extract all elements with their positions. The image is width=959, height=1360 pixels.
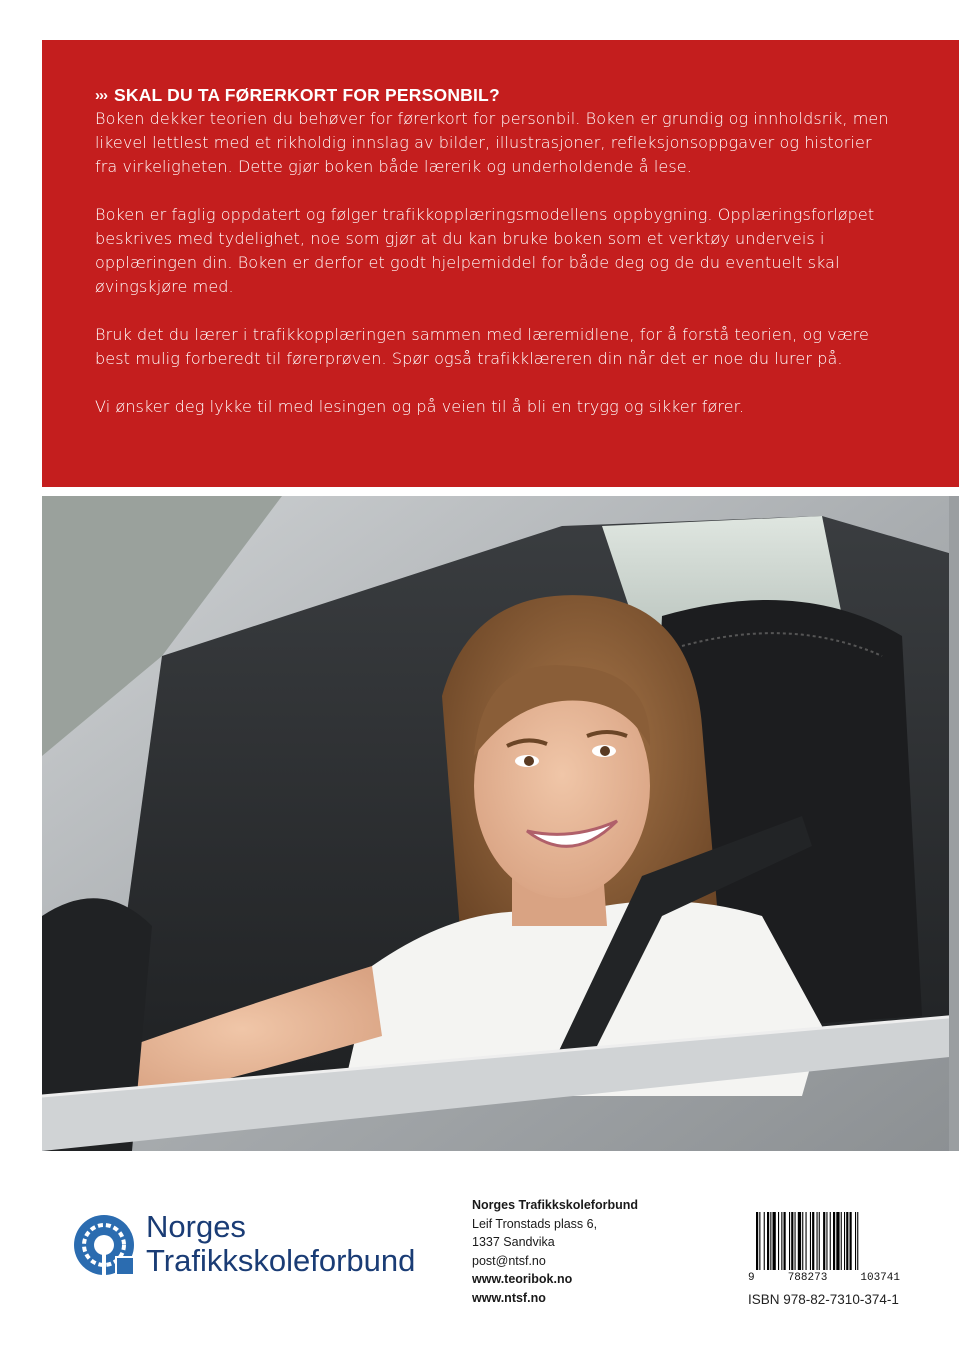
barcode-bar	[810, 1212, 811, 1270]
intro-heading-text: SKAL DU TA FØRERKORT FOR PERSONBIL?	[114, 85, 500, 105]
barcode-bar	[823, 1212, 825, 1270]
logo-text-trafikkskoleforbund: Trafikkskoleforbund	[146, 1243, 416, 1278]
intro-paragraph-2: Boken er faglig oppdatert og følger trafikkopplæringsmodellens oppbygning. Opplæringsforløpet beskrives med tydelighet, noe som gjør at du kan bruke boken som et verktøy underveis i opplæringen din. Boken er derfor et godt hjelpemiddel for både deg og de du eventuelt skal øvingskjøre med.	[95, 205, 875, 296]
barcode-bar	[764, 1212, 765, 1270]
intro-panel	[42, 40, 959, 487]
publisher-website-ntsf[interactable]: www.ntsf.no	[472, 1290, 546, 1305]
chevrons-icon: ›››	[95, 87, 107, 104]
barcode-bar	[798, 1212, 801, 1270]
ntsf-logo-icon	[72, 1213, 136, 1277]
intro-heading	[95, 84, 899, 107]
publisher-city: 1337 Sandvika	[472, 1235, 555, 1249]
barcode-bar	[767, 1212, 769, 1270]
barcode-bar	[795, 1212, 796, 1270]
barcode-bar	[802, 1212, 803, 1270]
publisher-logo	[72, 1210, 432, 1282]
logo-text-norges: Norges	[146, 1209, 246, 1244]
barcode-bar	[759, 1212, 760, 1270]
intro-paragraph-3: Bruk det du lærer i trafikkopplæringen sammen med læremidlene, for å forstå teorien, og være best mulig forberedt til førerprøven. Spør også trafikklæreren din når det er noe du lurer på.	[95, 325, 869, 368]
barcode-bar	[817, 1212, 818, 1270]
barcode-bar	[778, 1212, 779, 1270]
barcode-bar	[833, 1212, 835, 1270]
barcode-bar	[756, 1212, 758, 1270]
barcode-bar	[830, 1212, 831, 1270]
barcode-bar	[836, 1212, 839, 1270]
barcode-bar	[857, 1212, 858, 1270]
publisher-street: Leif Tronstads plass 6,	[472, 1216, 598, 1231]
barcode-bar	[789, 1212, 790, 1270]
barcode-bar	[770, 1212, 771, 1270]
barcode-bar	[841, 1212, 842, 1270]
barcode-bar	[846, 1212, 848, 1270]
barcode-bar	[855, 1212, 856, 1270]
barcode-bar	[850, 1212, 852, 1270]
cover-photo	[42, 496, 959, 1151]
publisher-email[interactable]: post@ntsf.no	[472, 1253, 546, 1268]
barcode-bar	[806, 1212, 807, 1270]
publisher-name: Norges Trafikkskoleforbund	[472, 1198, 639, 1212]
publisher-website-teoribok[interactable]: www.teoribok.no	[472, 1272, 573, 1286]
barcode-bar	[812, 1212, 814, 1270]
barcode-bar	[819, 1212, 820, 1270]
intro-paragraph-1: Boken dekker teorien du behøver for førerkort for personbil. Boken er grundig og innholdsrik, men likevel lettlest med et rikholdig innslag av bilder, illustrasjoner, refleksjonsoppgaver og historier fra virkeligheten. Dette gjør boken både lærerik og underholdende å lese.	[95, 109, 889, 176]
barcode-bar	[791, 1212, 793, 1270]
isbn-number: ISBN 978-82-7310-374-1	[748, 1292, 899, 1307]
barcode-digit-group: 788273	[787, 1272, 828, 1284]
barcode-bar	[844, 1212, 845, 1270]
barcode-digit-group: 9	[748, 1272, 755, 1284]
driver-photo-image	[42, 496, 959, 1151]
barcode-bar	[784, 1212, 786, 1270]
barcode-digits	[748, 1272, 900, 1284]
barcode-bar	[826, 1212, 827, 1270]
intro-paragraph-4: Vi ønsker deg lykke til med lesingen og på veien til å bli en trygg og sikker fører.	[95, 397, 745, 416]
barcode-digit-group: 103741	[860, 1272, 900, 1284]
barcode-bar	[773, 1212, 776, 1270]
barcode-bar	[781, 1212, 782, 1270]
publisher-address	[472, 1196, 692, 1307]
barcode-icon	[748, 1212, 900, 1272]
